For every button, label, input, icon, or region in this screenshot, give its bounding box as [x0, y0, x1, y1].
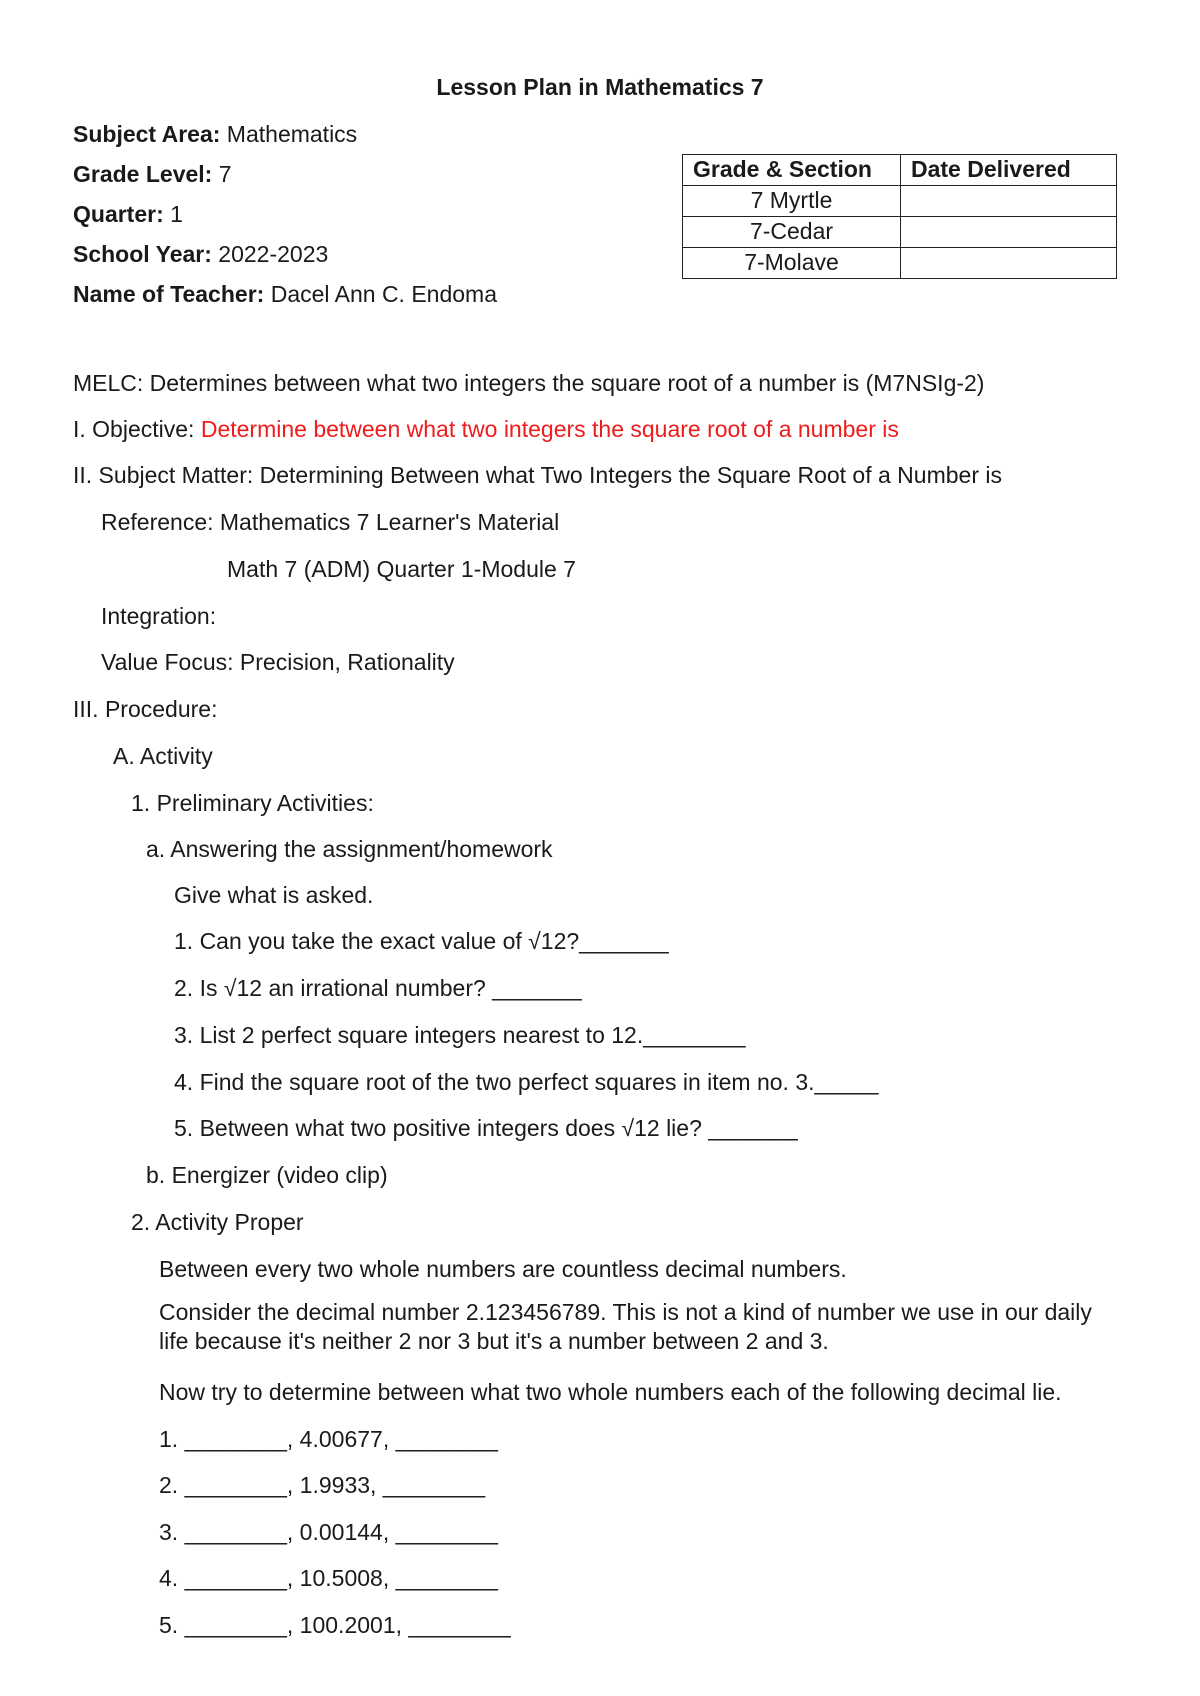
value-focus-line: Value Focus: Precision, Rationality	[101, 649, 455, 675]
section-table	[682, 154, 1117, 279]
table-header-date-delivered: Date Delivered	[901, 155, 1117, 186]
activity-proper-heading: 2. Activity Proper	[131, 1209, 304, 1235]
teacher-field	[73, 281, 497, 309]
objective-text: Determine between what two integers the square root of a number is	[200, 416, 899, 442]
integration-line: Integration:	[101, 603, 217, 629]
table-cell-section: 7 Myrtle	[683, 186, 901, 217]
decimal-item: 1. ________, 4.00677, ________	[159, 1426, 498, 1452]
subject-area-label: Subject Area:	[73, 121, 221, 147]
teacher-label: Name of Teacher:	[73, 281, 265, 307]
quarter-label: Quarter:	[73, 201, 164, 227]
table-cell-date	[901, 186, 1117, 217]
table-header-grade-section: Grade & Section	[683, 155, 901, 186]
question-item: 4. Find the square root of the two perfect squares in item no. 3._____	[174, 1069, 879, 1095]
decimal-item: 4. ________, 10.5008, ________	[159, 1565, 498, 1591]
answering-heading: a. Answering the assignment/homework	[146, 836, 553, 862]
table-header-row	[683, 155, 1117, 186]
question-item: 2. Is √12 an irrational number? _______	[174, 975, 582, 1001]
objective-label: I. Objective:	[73, 416, 201, 442]
reference-line-2: Math 7 (ADM) Quarter 1-Module 7	[227, 556, 576, 582]
energizer-line: b. Energizer (video clip)	[146, 1162, 388, 1188]
subject-matter-line: II. Subject Matter: Determining Between what Two Integers the Square Root of a Number is	[73, 462, 1002, 488]
question-item: 3. List 2 perfect square integers nearest to 12.________	[174, 1022, 746, 1048]
quarter-field	[73, 201, 183, 229]
reference-line: Reference: Mathematics 7 Learner's Material	[101, 509, 560, 535]
give-asked-line: Give what is asked.	[174, 882, 374, 908]
melc-line: MELC: Determines between what two integers the square root of a number is (M7NSIg-2)	[73, 370, 985, 396]
activity-heading: A. Activity	[113, 743, 213, 769]
decimal-item: 5. ________, 100.2001, ________	[159, 1612, 511, 1638]
table-cell-section: 7-Cedar	[683, 217, 901, 248]
subject-area-field	[73, 121, 357, 149]
procedure-heading: III. Procedure:	[73, 696, 218, 722]
school-year-label: School Year:	[73, 241, 212, 267]
between-paragraph: Between every two whole numbers are countless decimal numbers.	[159, 1256, 847, 1282]
question-item: 1. Can you take the exact value of √12?_______	[174, 928, 669, 954]
objective-line	[73, 416, 899, 444]
table-cell-date	[901, 217, 1117, 248]
table-row	[683, 248, 1117, 279]
subject-area-value: Mathematics	[220, 121, 358, 147]
now-try-paragraph: Now try to determine between what two whole numbers each of the following decimal lie.	[159, 1379, 1062, 1405]
table-row	[683, 186, 1117, 217]
teacher-value: Dacel Ann C. Endoma	[264, 281, 497, 307]
table-cell-section: 7-Molave	[683, 248, 901, 279]
decimal-item: 2. ________, 1.9933, ________	[159, 1472, 486, 1498]
quarter-value: 1	[163, 201, 183, 227]
school-year-value: 2022-2023	[211, 241, 329, 267]
table-cell-date	[901, 248, 1117, 279]
grade-level-value: 7	[212, 161, 232, 187]
question-item: 5. Between what two positive integers does √12 lie? _______	[174, 1115, 798, 1141]
table-row	[683, 217, 1117, 248]
grade-level-label: Grade Level:	[73, 161, 213, 187]
preliminary-heading: 1. Preliminary Activities:	[131, 790, 374, 816]
page-title: Lesson Plan in Mathematics 7	[436, 74, 764, 100]
consider-paragraph: Consider the decimal number 2.123456789. This is not a kind of number we use in our daily life because it's neither 2 nor 3 but it's a number between 2 and 3.	[159, 1299, 1092, 1354]
grade-level-field	[73, 161, 232, 189]
decimal-item: 3. ________, 0.00144, ________	[159, 1519, 498, 1545]
school-year-field	[73, 241, 328, 269]
